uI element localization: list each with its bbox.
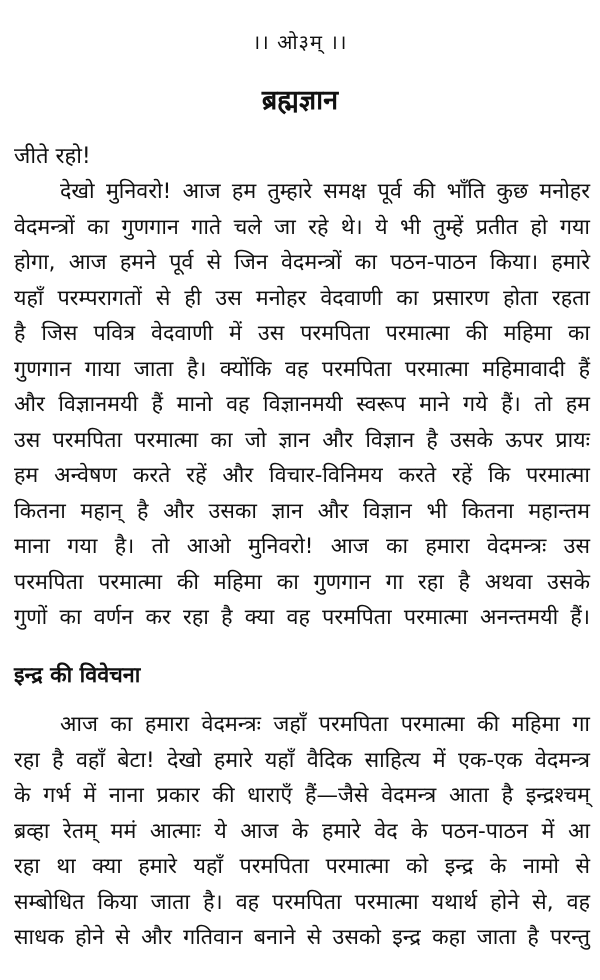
invocation-header: ।। ओ३म् ।। — [252, 30, 348, 54]
text-line: देखो मुनिवरो! आज हम तुम्हारे समक्ष पूर्व की भाँति कुछ मनोहर — [60, 179, 590, 204]
text-line: होगा, आज हमने पूर्व से जिन वेदमन्त्रों का पठन-पाठन किया। हमारे — [14, 250, 590, 275]
text-line: वेदमन्त्रों का गुणगान गाते चले जा रहे थे। ये भी तुम्हें प्रतीत हो गया — [14, 214, 590, 240]
text-line: कितना महान् है और उसका ज्ञान और विज्ञान भी कितना महान्तम — [14, 498, 590, 524]
text-line: माना गया है। तो आओ मुनिवरो! आज का हमारा वेदमन्त्रः उस — [14, 534, 590, 559]
text-line: सम्बोधित किया जाता है। वह परमपिता परमात्मा यथार्थ होने से, वह — [14, 889, 590, 915]
text-line: परमपिता परमात्मा की महिमा का गुणगान गा रहा है अथवा उसके — [14, 569, 590, 595]
text-line: उस परमपिता परमात्मा का जो ज्ञान और विज्ञान है उसके ऊपर प्रायः — [14, 427, 590, 453]
text-line: और विज्ञानमयी हैं मानो वह विज्ञानमयी स्वरूप माने गये हैं। तो हम — [14, 392, 590, 417]
text-line: आज का हमारा वेदमन्त्रः जहाँ परमपिता परमात्मा की महिमा गा — [60, 712, 590, 737]
text-line: ब्रव्हा रेतम् ममं आत्माः ये आज के हमारे वेद के पठन-पाठन में आ — [14, 818, 590, 844]
greeting-text: जीते रहो! — [14, 144, 91, 169]
text-line: साधक होने से और गतिवान बनाने से उसको इन्द्र कहा जाता है परन्तु — [14, 925, 590, 950]
text-line: के गर्भ में नाना प्रकार की धाराएँ हैं—जैसे वेदमन्त्र आता है इन्द्रश्चम् — [14, 783, 590, 808]
chapter-title: ब्रह्मज्ञान — [261, 85, 339, 116]
text-line: है जिस पवित्र वेदवाणी में उस परमपिता परमात्मा की महिमा का — [14, 321, 590, 346]
text-line: हम अन्वेषण करते रहें और विचार-विनिमय करते रहें कि परमात्मा — [14, 463, 590, 488]
text-line: गुणगान गाया जाता है। क्योंकि वह परमपिता परमात्मा महिमावादी हैं — [14, 356, 590, 382]
paragraph-indra — [14, 707, 590, 956]
text-line: रहा है वहाँ बेटा! देखो हमारे यहाँ वैदिक साहित्य में एक-एक वेदमन्त्र — [14, 747, 590, 773]
section-heading: इन्द्र की विवेचना — [14, 663, 141, 688]
text-line: गुणों का वर्णन कर रहा है क्या वह परमपिता परमात्मा अनन्तमयी हैं। — [14, 605, 590, 630]
paragraph-intro — [14, 174, 590, 636]
text-line: रहा था क्या हमारे यहाँ परमपिता परमात्मा को इन्द्र के नामो से — [14, 854, 590, 879]
text-line: यहाँ परम्परागतों से ही उस मनोहर वेदवाणी का प्रसारण होता रहता — [14, 285, 590, 311]
